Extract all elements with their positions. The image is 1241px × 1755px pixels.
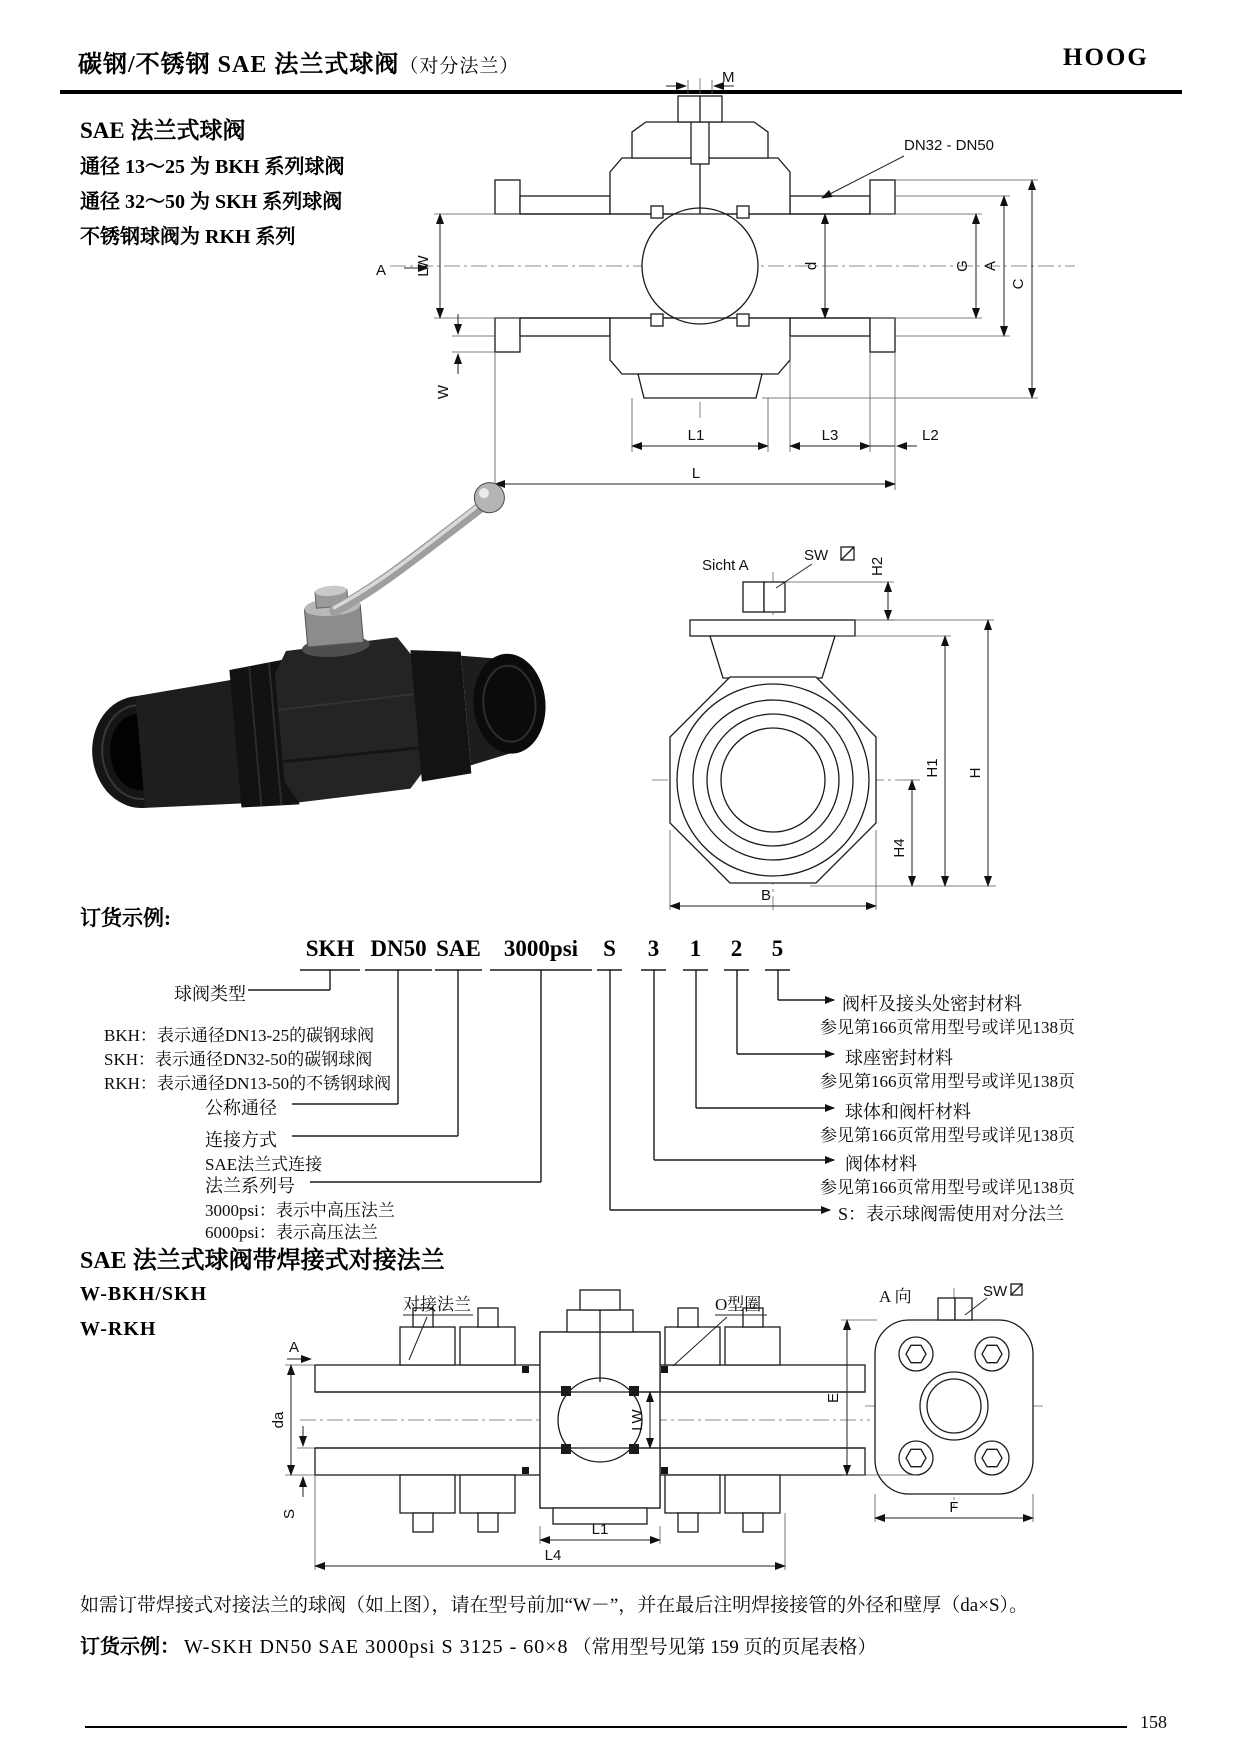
footer-example-label: 订货示例： xyxy=(80,1636,180,1658)
ordering-heading: 订货示例: xyxy=(80,906,171,930)
callout-connection-note: SAE法兰式连接 xyxy=(205,1155,323,1174)
dim-label-f: F xyxy=(949,1499,959,1516)
dim-label-a: A xyxy=(982,260,999,272)
callout-body-material: 阀体材料 xyxy=(845,1154,917,1174)
code-token-series: SKH xyxy=(305,936,355,961)
welded-model-1: W-BKH/SKH xyxy=(80,1283,208,1305)
o-ring-seal xyxy=(661,1366,668,1373)
callout-note-rkh: RKH：表示通径DN13-50的不锈钢球阀 xyxy=(104,1074,392,1093)
view-a-label: A xyxy=(376,262,387,279)
code-token-1: 1 xyxy=(689,936,702,961)
welded-flange-drawing xyxy=(270,1282,1065,1582)
welded-section-heading: SAE 法兰式球阀带焊接式对接法兰 xyxy=(80,1248,445,1274)
intro-line: 通径 32～50 为 SKH 系列球阀 xyxy=(80,191,343,213)
view-a-arrow-label: A xyxy=(289,1339,300,1356)
callout-note-bkh: BKH：表示通径DN13-25的碳钢球阀 xyxy=(104,1026,375,1045)
dim-label-lw: LW xyxy=(415,255,432,277)
callout-note-3000psi: 3000psi：表示中高压法兰 xyxy=(205,1201,395,1220)
intro-line: 不锈钢球阀为 RKH 系列 xyxy=(80,226,296,248)
dim-label-h2: H2 xyxy=(869,556,886,576)
callout-valve-type: 球阀类型 xyxy=(174,984,246,1004)
code-token-s: S xyxy=(603,936,616,961)
dim-label-l4: L4 xyxy=(544,1547,562,1564)
code-token-dn: DN50 xyxy=(370,936,427,961)
page-number: 158 xyxy=(1140,1712,1167,1732)
code-token-3: 3 xyxy=(647,936,660,961)
dim-label-h1: H1 xyxy=(924,758,941,778)
welded-valve-body xyxy=(540,1290,660,1524)
a-view-title: A 向 xyxy=(879,1287,912,1306)
callout-seat-seal: 球座密封材料 xyxy=(845,1048,953,1068)
dim-label-c: C xyxy=(1010,278,1027,290)
sw-label: SW xyxy=(804,547,829,564)
sw-label-2: SW xyxy=(983,1283,1008,1300)
callout-split-flange: S：表示球阀需使用对分法兰 xyxy=(838,1204,1065,1224)
dim-label-h4: H4 xyxy=(891,838,908,858)
dim-label-w: W xyxy=(435,384,452,400)
footer-example xyxy=(80,1630,877,1659)
dim-label-m: M xyxy=(722,69,735,86)
callout-note-skh: SKH：表示通径DN32-50的碳钢球阀 xyxy=(104,1050,373,1069)
dim-label-h: H xyxy=(967,767,984,779)
footer-example-note: （常用型号见第 159 页的页尾表格） xyxy=(572,1637,877,1658)
dim-label-e: E xyxy=(825,1392,842,1404)
footer-rule xyxy=(85,1726,1127,1728)
butt-flange-label: 对接法兰 xyxy=(403,1295,471,1314)
welded-model-2: W-RKH xyxy=(80,1318,157,1340)
page-subtitle: （对分法兰） xyxy=(399,56,520,77)
square-symbol-2 xyxy=(1011,1284,1022,1295)
callout-body-material-note: 参见第166页常用型号或详见138页 xyxy=(820,1178,1075,1197)
footer-note: 如需订带焊接式对接法兰的球阀（如上图），请在型号前加“W－”，并在最后注明焊接接管的外径和壁厚（da×S）。 xyxy=(80,1595,1029,1616)
callout-seat-seal-note: 参见第166页常用型号或详见138页 xyxy=(820,1072,1075,1091)
callout-stem-seal-note: 参见第166页常用型号或详见138页 xyxy=(820,1018,1075,1037)
callout-connection: 连接方式 xyxy=(205,1130,277,1150)
dim-label-l1w: L1 xyxy=(591,1521,609,1538)
sicht-a-title: Sicht A xyxy=(702,557,749,574)
dim-label-g: G xyxy=(954,260,971,272)
callout-ball-stem-material: 球体和阀杆材料 xyxy=(845,1102,971,1122)
callout-note-6000psi: 6000psi：表示高压法兰 xyxy=(205,1223,378,1242)
dim-label-dn-range: DN32 - DN50 xyxy=(904,137,995,154)
code-token-sae: SAE xyxy=(436,936,481,961)
callout-stem-seal: 阀杆及接头处密封材料 xyxy=(842,994,1022,1014)
callout-nominal-bore: 公称通径 xyxy=(205,1098,277,1118)
code-token-2: 2 xyxy=(730,936,743,961)
dim-label-l1: L1 xyxy=(687,427,705,444)
brand-logo: HOOG xyxy=(1063,44,1149,71)
code-token-5: 5 xyxy=(771,936,784,961)
dim-label-b: B xyxy=(760,887,772,904)
intro-line: 通径 13～25 为 BKH 系列球阀 xyxy=(80,156,345,178)
dim-label-da: da xyxy=(270,1411,287,1429)
intro-heading: SAE 法兰式球阀 xyxy=(80,118,246,143)
code-token-psi: 3000psi xyxy=(503,936,579,961)
dim-label-l: L xyxy=(691,465,701,482)
footer-example-code: W-SKH DN50 SAE 3000psi S 3125 - 60×8 xyxy=(184,1636,569,1658)
oring-label: O型圈 xyxy=(715,1295,762,1314)
callout-flange-series: 法兰系列号 xyxy=(205,1176,295,1196)
dim-label-s: S xyxy=(281,1508,298,1520)
dim-label-d: d xyxy=(803,261,820,271)
dim-label-lw2: LW xyxy=(629,1409,646,1431)
page-title: 碳钢/不锈钢 SAE 法兰式球阀 xyxy=(78,52,400,78)
callout-ball-stem-note: 参见第166页常用型号或详见138页 xyxy=(820,1126,1075,1145)
dim-label-l3: L3 xyxy=(821,427,839,444)
dim-label-l2: L2 xyxy=(922,427,939,444)
